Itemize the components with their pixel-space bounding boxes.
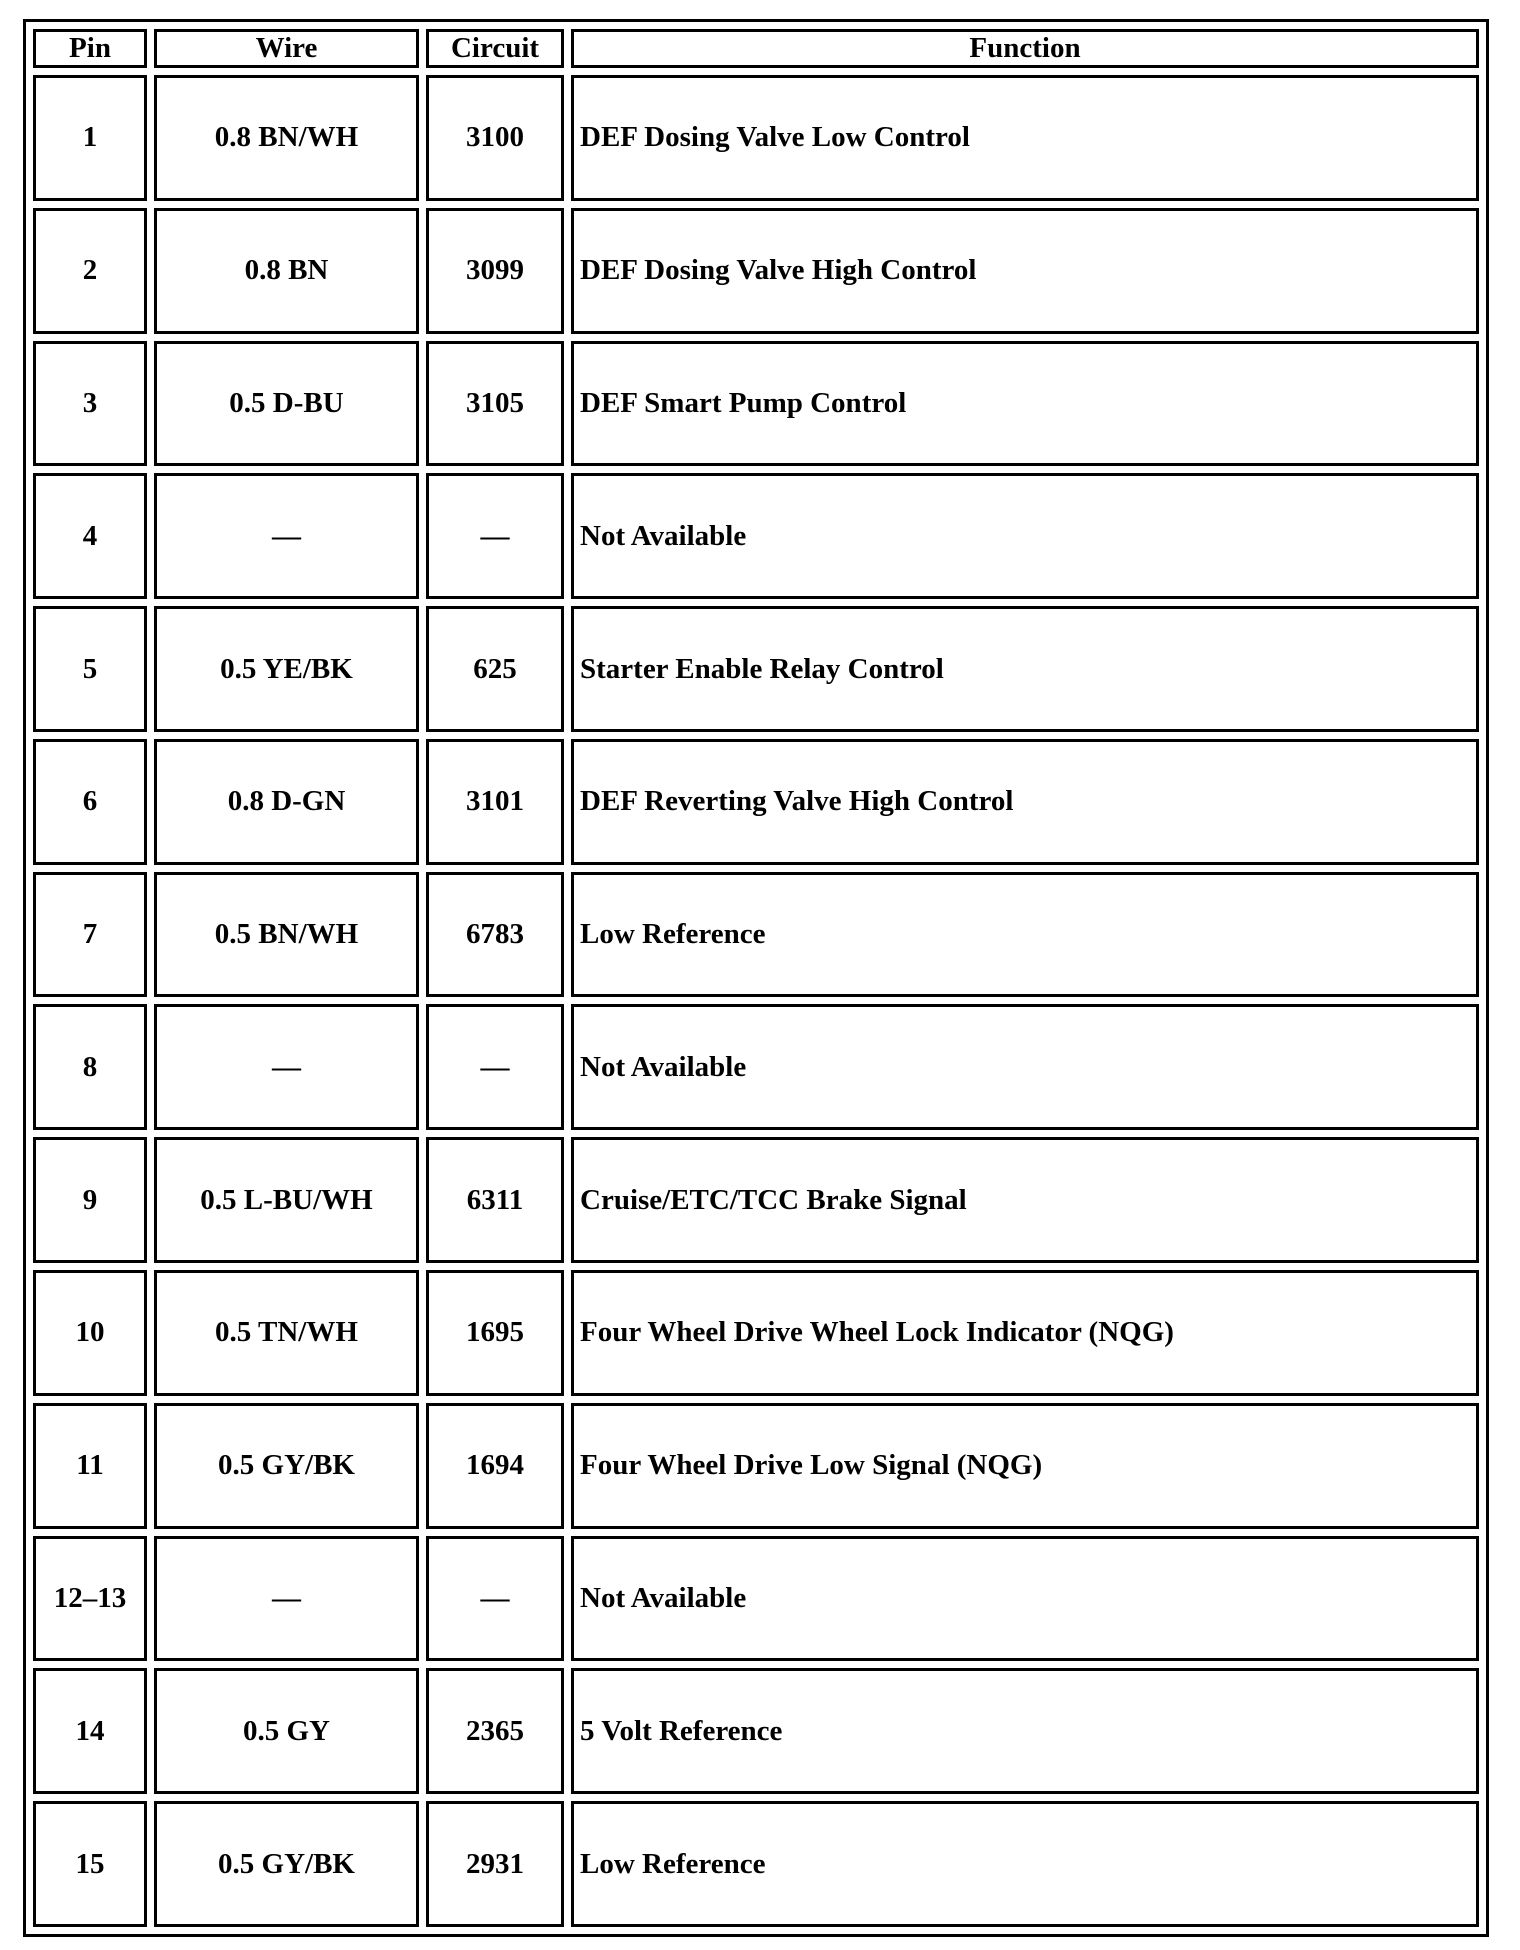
pinout-table (26, 22, 1486, 1934)
pin-cell: 2 (33, 208, 147, 334)
wire-cell: 0.5 YE/BK (154, 606, 419, 732)
function-cell: 5 Volt Reference (571, 1668, 1479, 1794)
table-row (33, 473, 1479, 599)
circuit-cell: 2365 (426, 1668, 564, 1794)
circuit-cell: 3099 (426, 208, 564, 334)
pin-cell: 9 (33, 1137, 147, 1263)
wire-cell: 0.5 BN/WH (154, 872, 419, 998)
table-row (33, 75, 1479, 201)
function-cell: Not Available (571, 1536, 1479, 1662)
table-row (33, 1137, 1479, 1263)
header-circuit: Circuit (426, 29, 564, 68)
pinout-table-frame (23, 19, 1489, 1937)
pin-cell: 12–13 (33, 1536, 147, 1662)
pin-cell: 7 (33, 872, 147, 998)
function-cell: Four Wheel Drive Low Signal (NQG) (571, 1403, 1479, 1529)
table-row (33, 1668, 1479, 1794)
wire-cell: 0.8 BN/WH (154, 75, 419, 201)
function-cell: Cruise/ETC/TCC Brake Signal (571, 1137, 1479, 1263)
wire-cell: 0.5 GY/BK (154, 1403, 419, 1529)
pin-cell: 5 (33, 606, 147, 732)
table-row (33, 1270, 1479, 1396)
pin-cell: 10 (33, 1270, 147, 1396)
pin-cell: 14 (33, 1668, 147, 1794)
table-row (33, 1801, 1479, 1927)
header-pin: Pin (33, 29, 147, 68)
wire-cell: — (154, 1004, 419, 1130)
circuit-cell: 1694 (426, 1403, 564, 1529)
wire-cell: 0.8 D-GN (154, 739, 419, 865)
circuit-cell: 2931 (426, 1801, 564, 1927)
table-row (33, 1536, 1479, 1662)
table-row (33, 606, 1479, 732)
table-row (33, 208, 1479, 334)
circuit-cell: 3101 (426, 739, 564, 865)
function-cell: Low Reference (571, 1801, 1479, 1927)
function-cell: DEF Dosing Valve High Control (571, 208, 1479, 334)
table-row (33, 341, 1479, 467)
circuit-cell: 6311 (426, 1137, 564, 1263)
circuit-cell: 3105 (426, 341, 564, 467)
pin-cell: 1 (33, 75, 147, 201)
function-cell: Starter Enable Relay Control (571, 606, 1479, 732)
header-wire: Wire (154, 29, 419, 68)
function-cell: Not Available (571, 473, 1479, 599)
circuit-cell: — (426, 1536, 564, 1662)
function-cell: DEF Reverting Valve High Control (571, 739, 1479, 865)
function-cell: Low Reference (571, 872, 1479, 998)
function-cell: DEF Smart Pump Control (571, 341, 1479, 467)
wire-cell: — (154, 1536, 419, 1662)
wire-cell: 0.5 D-BU (154, 341, 419, 467)
function-cell: Four Wheel Drive Wheel Lock Indicator (NQG) (571, 1270, 1479, 1396)
table-row (33, 1004, 1479, 1130)
circuit-cell: 1695 (426, 1270, 564, 1396)
wire-cell: 0.8 BN (154, 208, 419, 334)
table-row (33, 872, 1479, 998)
wire-cell: — (154, 473, 419, 599)
pin-cell: 15 (33, 1801, 147, 1927)
pin-cell: 11 (33, 1403, 147, 1529)
pin-cell: 4 (33, 473, 147, 599)
circuit-cell: — (426, 473, 564, 599)
pin-cell: 8 (33, 1004, 147, 1130)
circuit-cell: 625 (426, 606, 564, 732)
wire-cell: 0.5 TN/WH (154, 1270, 419, 1396)
table-row (33, 739, 1479, 865)
circuit-cell: 6783 (426, 872, 564, 998)
table-row (33, 1403, 1479, 1529)
wire-cell: 0.5 L-BU/WH (154, 1137, 419, 1263)
circuit-cell: — (426, 1004, 564, 1130)
wire-cell: 0.5 GY (154, 1668, 419, 1794)
header-function: Function (571, 29, 1479, 68)
pin-cell: 3 (33, 341, 147, 467)
function-cell: Not Available (571, 1004, 1479, 1130)
function-cell: DEF Dosing Valve Low Control (571, 75, 1479, 201)
header-row (33, 29, 1479, 68)
pin-cell: 6 (33, 739, 147, 865)
wire-cell: 0.5 GY/BK (154, 1801, 419, 1927)
circuit-cell: 3100 (426, 75, 564, 201)
